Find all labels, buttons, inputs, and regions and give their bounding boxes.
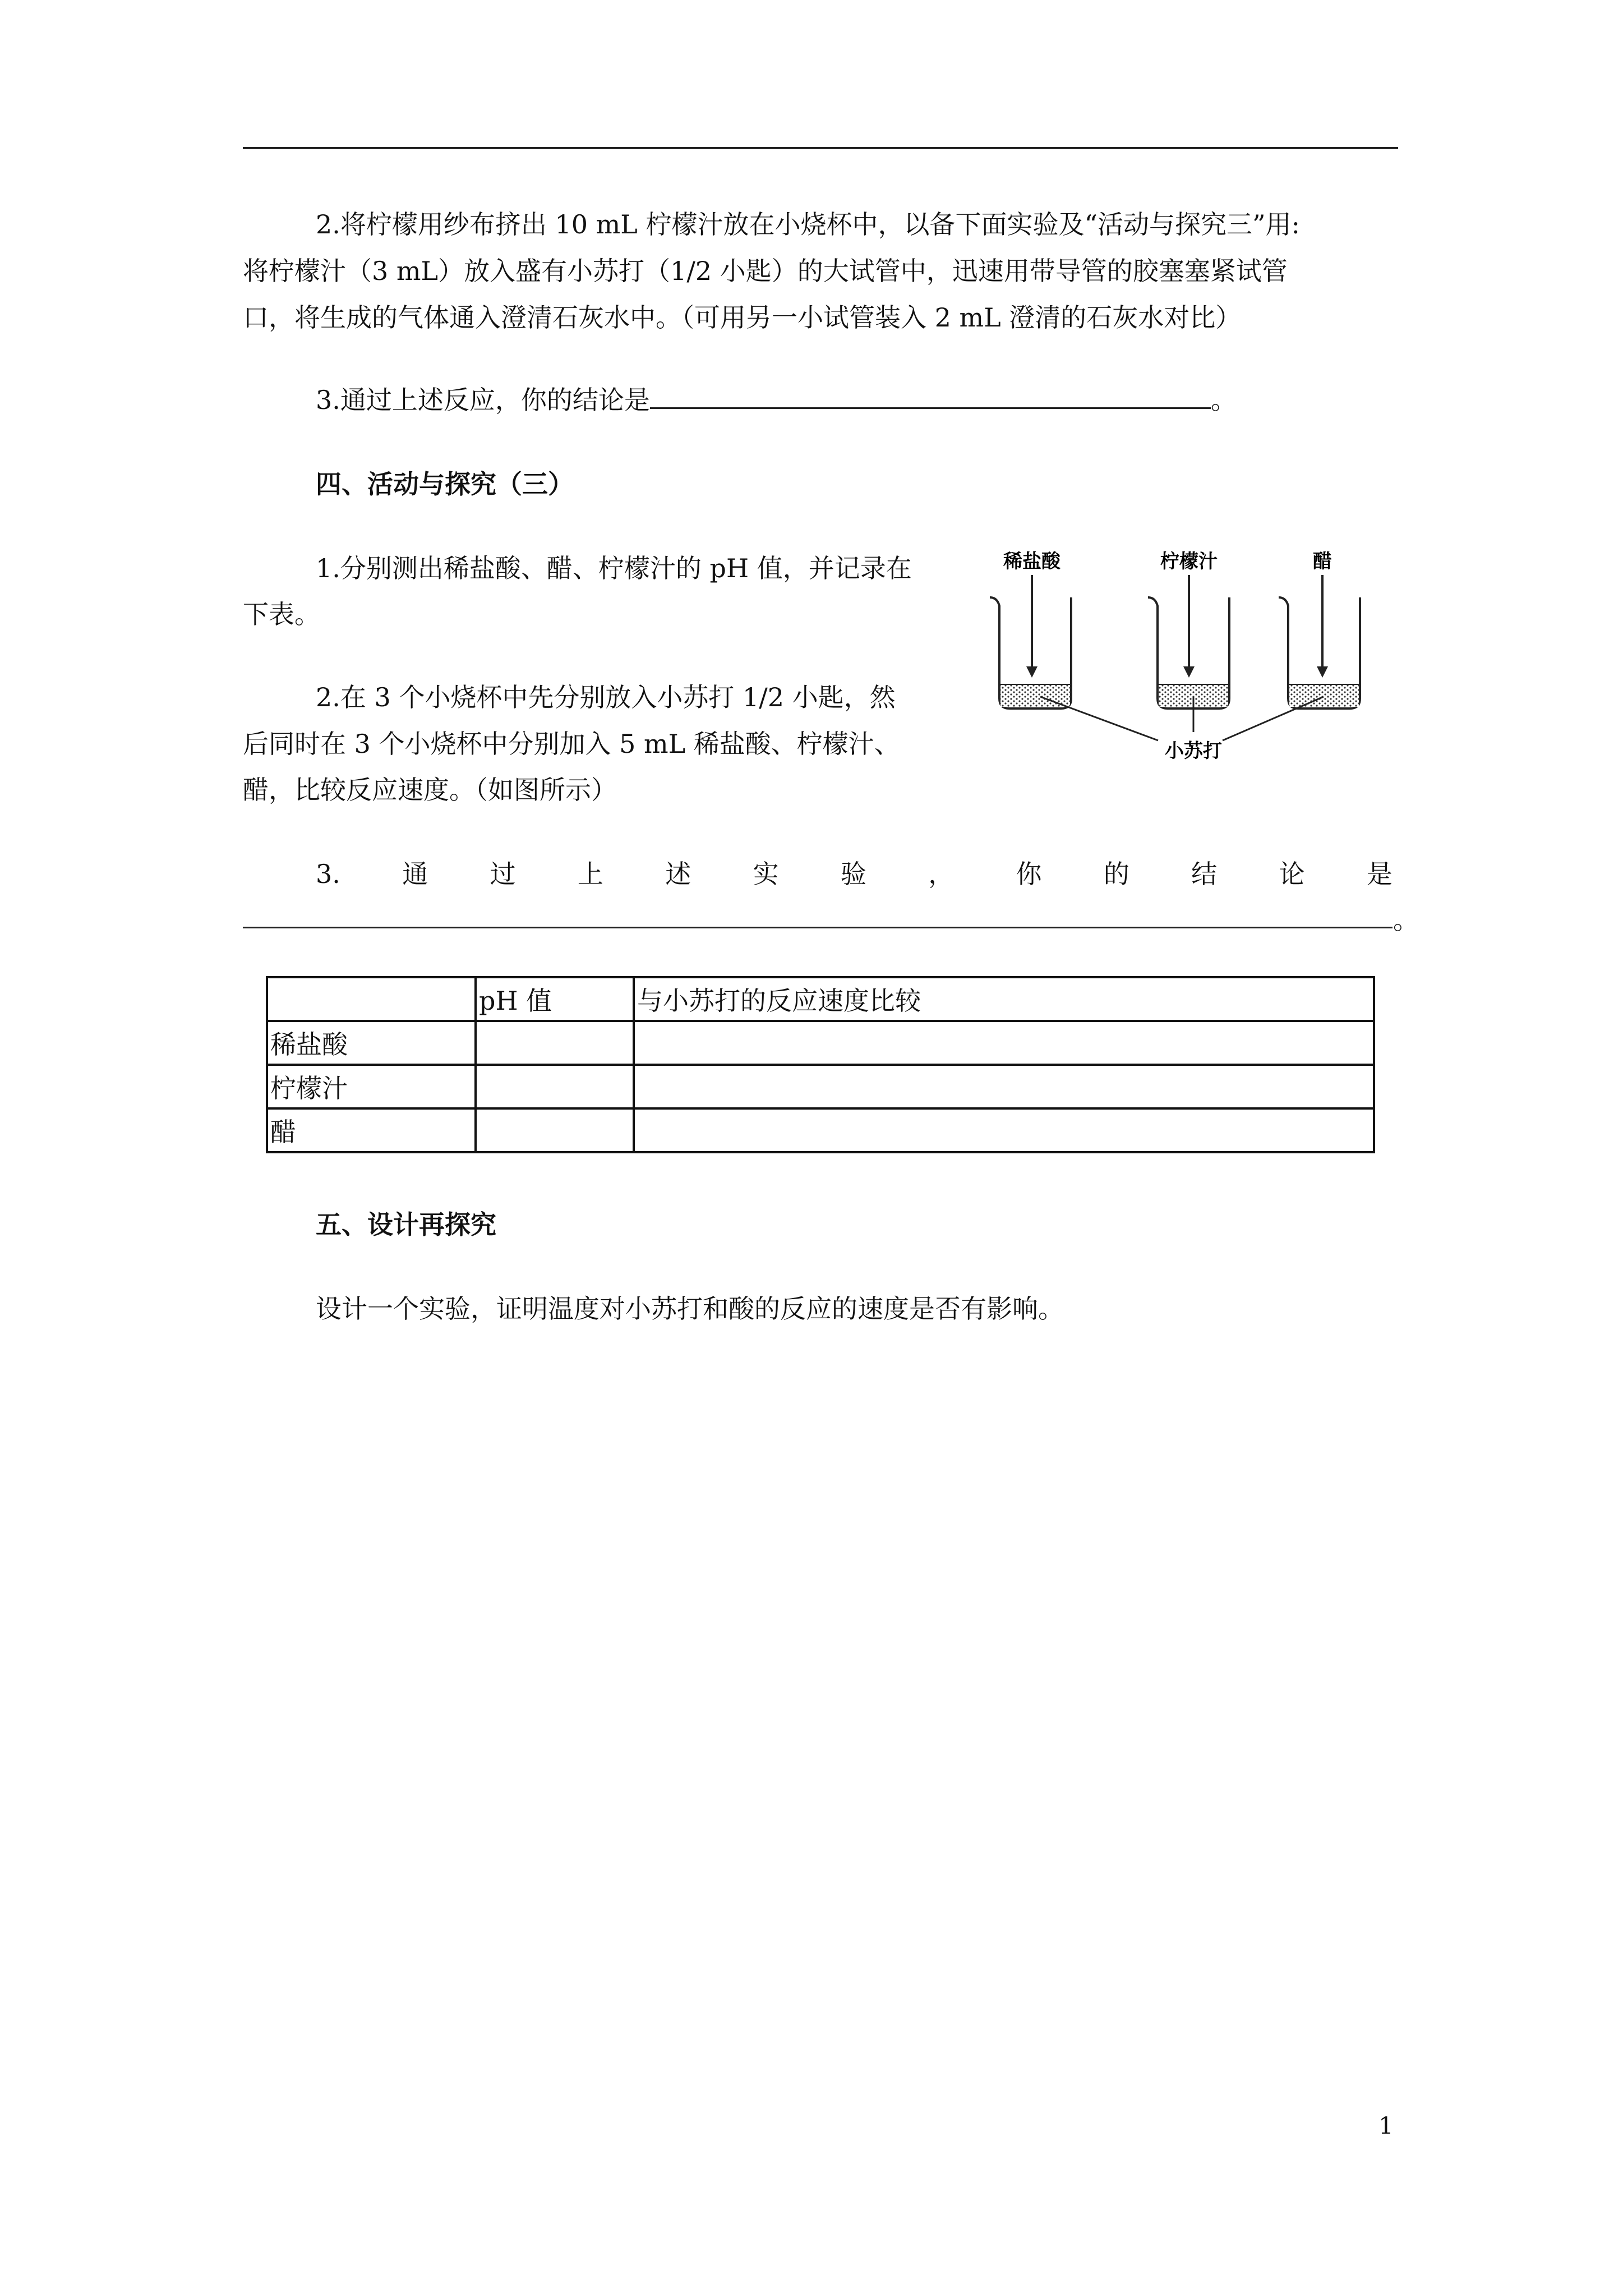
conclusion-char: 论	[1279, 859, 1305, 889]
beaker-1	[990, 575, 1071, 708]
table-cell: 醋	[267, 1108, 476, 1152]
section-5-heading: 五、设计再探究	[316, 1209, 496, 1240]
results-table	[266, 976, 1375, 1153]
answer-blank-1[interactable]	[650, 385, 1211, 409]
page-number: 1	[1378, 2112, 1394, 2139]
table-header-cell: pH 值	[476, 977, 634, 1021]
header-rule	[243, 147, 1398, 149]
section-4-p1-line-2: 下表。	[243, 599, 320, 629]
beaker-2	[1148, 575, 1229, 708]
conclusion-char: 上	[577, 859, 603, 889]
table-cell: 稀盐酸	[267, 1021, 476, 1065]
beaker-label-lemon: 柠檬汁	[1160, 550, 1218, 573]
beaker-label-hcl: 稀盐酸	[1003, 550, 1061, 573]
section-4-p2-line-1: 2.在 3 个小烧杯中先分别放入小苏打 1/2 小匙，然	[316, 682, 896, 712]
conclusion-char: ，	[928, 859, 955, 889]
conclusion-2-suffix: 。	[1393, 905, 1419, 935]
section-4-conclusion	[316, 858, 1393, 890]
conclusion-char: 过	[490, 859, 516, 889]
conclusion-prefix: 3.通过上述反应，你的结论是	[316, 385, 650, 415]
answer-blank-2[interactable]	[243, 927, 1393, 928]
beaker-label-vinegar: 醋	[1313, 550, 1332, 573]
conclusion-char: 结	[1191, 859, 1218, 889]
section-4-p2-line-2: 后同时在 3 个小烧杯中分别加入 5 mL 稀盐酸、柠檬汁、	[243, 729, 900, 759]
conclusion-char: 3.	[316, 859, 340, 889]
table-row	[267, 1065, 1374, 1108]
section-4-p1-line-1: 1.分别测出稀盐酸、醋、柠檬汁的 pH 值，并记录在	[316, 553, 912, 583]
paragraph-2-line-3: 口，将生成的气体通入澄清石灰水中。（可用另一小试管装入 2 mL 澄清的石灰水对比）	[243, 302, 1242, 333]
arrow-icon	[1317, 666, 1328, 678]
conclusion-suffix: 。	[1210, 385, 1237, 415]
baking-soda-layer-3	[1289, 684, 1359, 707]
beaker-figure	[987, 550, 1380, 774]
conclusion-char: 验	[840, 859, 866, 889]
conclusion-char: 是	[1366, 859, 1393, 889]
table-cell[interactable]	[476, 1065, 634, 1108]
table-cell[interactable]	[476, 1021, 634, 1065]
table-header-row	[267, 977, 1374, 1021]
table-cell: 柠檬汁	[267, 1065, 476, 1108]
table-cell[interactable]	[634, 1021, 1374, 1065]
table-header-cell	[267, 977, 476, 1021]
table-cell[interactable]	[476, 1108, 634, 1152]
table-cell[interactable]	[634, 1065, 1374, 1108]
beaker-3	[1279, 575, 1360, 708]
table-row	[267, 1108, 1374, 1152]
paragraph-2-line-1: 2.将柠檬用纱布挤出 10 mL 柠檬汁放在小烧杯中，以备下面实验及“活动与探究三”用:	[316, 209, 1300, 240]
table-row	[267, 1021, 1374, 1065]
conclusion-char: 述	[665, 859, 691, 889]
conclusion-char: 的	[1103, 859, 1129, 889]
conclusion-char: 实	[753, 859, 779, 889]
paragraph-2-line-2: 将柠檬汁（3 mL）放入盛有小苏打（1/2 小匙）的大试管中，迅速用带导管的胶塞塞紧试管	[243, 256, 1288, 286]
arrow-icon	[1026, 666, 1038, 678]
conclusion-line-1	[316, 384, 1237, 416]
section-4-p2-line-3: 醋，比较反应速度。（如图所示）	[243, 775, 617, 805]
section-5-text: 设计一个实验，证明温度对小苏打和酸的反应的速度是否有影响。	[316, 1294, 1064, 1324]
section-4-heading: 四、活动与探究（三）	[316, 469, 574, 499]
baking-soda-label: 小苏打	[1165, 740, 1222, 762]
table-cell[interactable]	[634, 1108, 1374, 1152]
table-header-cell: 与小苏打的反应速度比较	[634, 977, 1374, 1021]
conclusion-char: 你	[1016, 859, 1042, 889]
arrow-icon	[1183, 666, 1195, 678]
conclusion-char: 通	[402, 859, 428, 889]
